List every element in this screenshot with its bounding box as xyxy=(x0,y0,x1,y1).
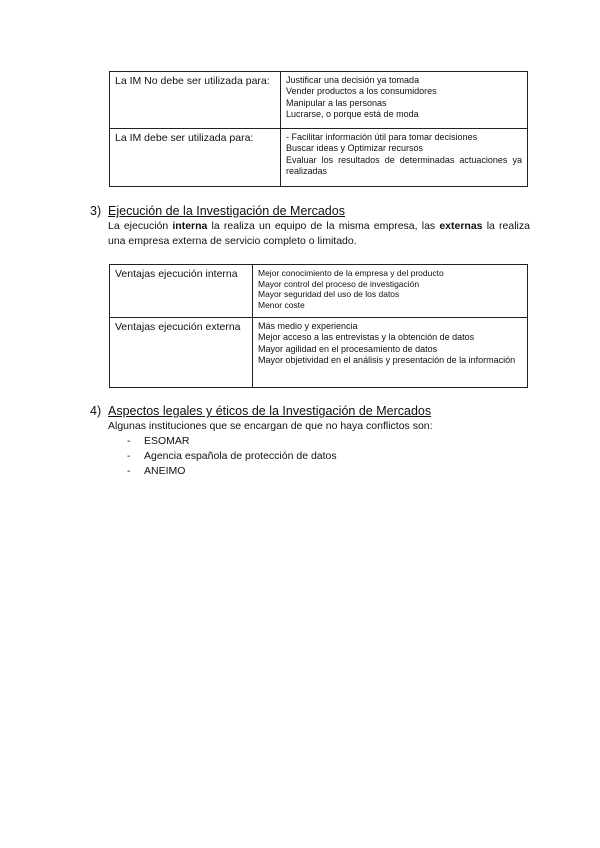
list-item: Evaluar los resultados de determinadas actuaciones ya realizadas xyxy=(286,154,522,177)
section-heading xyxy=(90,204,530,219)
table-cell-list xyxy=(253,265,528,318)
table-row xyxy=(110,318,528,388)
list-item: Mayor control del proceso de investigación xyxy=(258,278,420,289)
list-item: Buscar ideas y Optimizar recursos xyxy=(286,143,424,154)
list-item: Manipular a las personas xyxy=(286,97,387,108)
table-cell-list xyxy=(253,318,528,388)
list-item: - Facilitar información útil para tomar decisiones xyxy=(286,132,478,142)
section-paragraph xyxy=(108,219,530,249)
table-row xyxy=(110,265,528,318)
paragraph-text: La ejecución xyxy=(108,220,173,232)
paragraph-bold-text: externas xyxy=(439,220,483,232)
list-item: - Agencia española de protección de datos xyxy=(127,449,530,464)
section-heading xyxy=(90,404,530,419)
table-cell-list xyxy=(281,129,528,187)
institutions-list xyxy=(127,434,530,479)
section-legal-ethics xyxy=(90,404,530,479)
section-number: 3) xyxy=(90,204,102,218)
table-cell-label: La IM No debe ser utilizada para: xyxy=(110,72,281,129)
list-item: Mayor seguridad del uso de los datos xyxy=(258,289,400,300)
list-item: Mayor objetividad en el análisis y presentación de la información xyxy=(258,355,516,366)
table-cell-label: Ventajas ejecución interna xyxy=(110,265,253,318)
paragraph-bold-text: interna xyxy=(172,220,208,232)
paragraph-text: la realiza una empresa externa de servicio completo o limitado. xyxy=(108,220,530,247)
table-cell-list xyxy=(281,72,528,129)
list-item: Vender productos a los consumidores xyxy=(286,86,437,97)
list-item: - ESOMAR xyxy=(127,434,530,449)
table-row xyxy=(110,129,528,187)
list-item: Justificar una decisión ya tomada xyxy=(286,75,420,85)
list-item: Mejor acceso a las entrevistas y la obtención de datos xyxy=(258,332,475,343)
list-item: - ANEIMO xyxy=(127,464,530,479)
list-item: Menor coste xyxy=(258,299,305,310)
paragraph-text: la realiza un equipo de la misma empresa, las xyxy=(207,220,440,232)
table-row xyxy=(110,72,528,129)
table-cell-label: Ventajas ejecución externa xyxy=(110,318,253,388)
section-number: 4) xyxy=(90,404,102,418)
section-intro: Algunas instituciones que se encargan de que no haya conflictos son: xyxy=(108,420,433,432)
section-execution xyxy=(90,204,530,249)
section-title: Ejecución de la Investigación de Mercados xyxy=(108,204,345,218)
list-item: Más medio y experiencia xyxy=(258,321,358,331)
list-item: Lucrarse, o porque está de moda xyxy=(286,109,419,120)
list-item: Mejor conocimiento de la empresa y del producto xyxy=(258,268,444,278)
advantages-table xyxy=(109,264,528,388)
list-item: Mayor agilidad en el procesamiento de datos xyxy=(258,343,438,354)
table-cell-label: La IM debe ser utilizada para: xyxy=(110,129,281,187)
usage-table xyxy=(109,71,528,187)
section-title: Aspectos legales y éticos de la Investigación de Mercados xyxy=(108,404,432,418)
